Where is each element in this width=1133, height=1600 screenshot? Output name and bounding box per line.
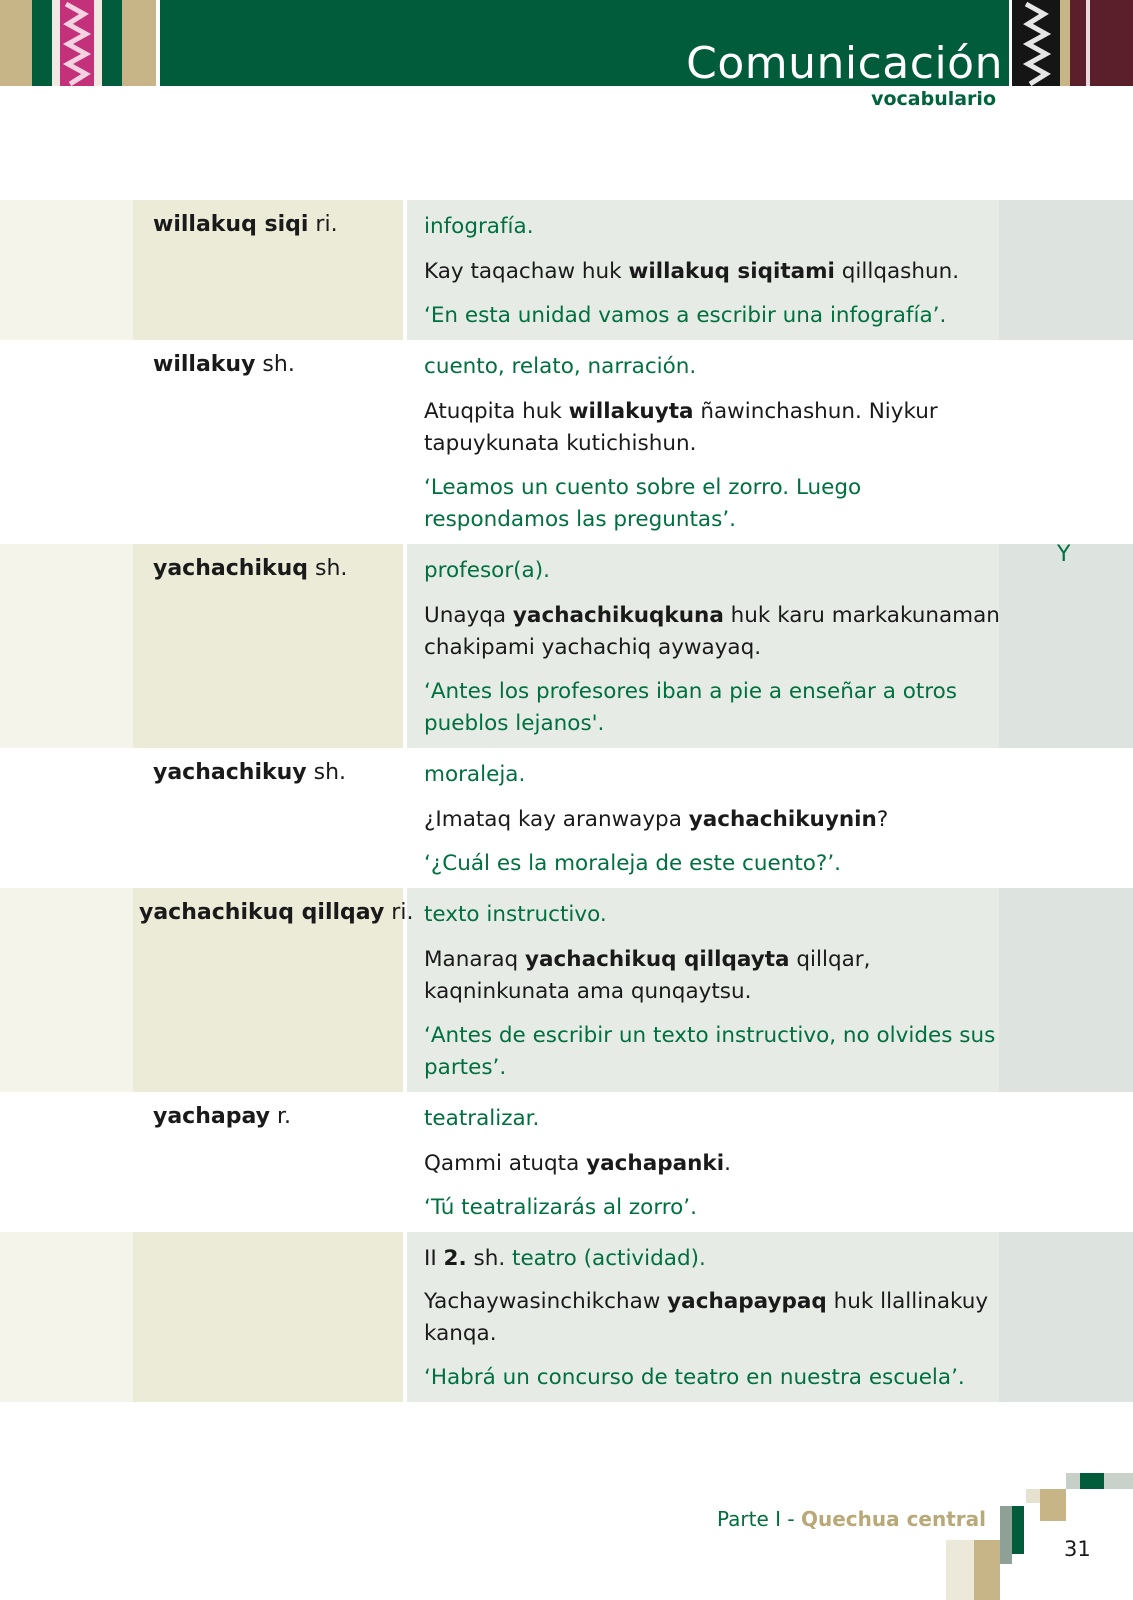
vocab-entry (0, 888, 1133, 1092)
vocabulary-table (0, 200, 1133, 1402)
vocab-entry (0, 544, 1133, 748)
entry-example: Qammi atuqta yachapanki. (424, 1151, 731, 1176)
header-band-light (52, 0, 60, 86)
page-header (0, 0, 1133, 110)
entry-term: yachachikuq sh. (153, 556, 348, 581)
header-band-green (32, 0, 52, 86)
entry-translation: ‘Antes los profesores iban a pie a enseñar a otros pueblos lejanos'. (424, 679, 958, 736)
header-band-maroon (1070, 0, 1086, 86)
header-band-tan-3 (1060, 0, 1070, 86)
entry-body (424, 748, 1004, 888)
footer-block (1040, 1489, 1066, 1521)
header-band-tan-2 (122, 0, 156, 86)
header-band-tan (0, 0, 32, 86)
entry-example: Atuqpita huk willakuyta ñawinchashun. Niykur tapuykunata kutichishun. (424, 399, 938, 456)
entry-translation: ‘Leamos un cuento sobre el zorro. Luego respondamos las preguntas’. (424, 475, 862, 532)
entry-term: yachachikuy sh. (153, 760, 347, 785)
entry-gloss: cuento, relato, narración. (424, 354, 697, 379)
entry-translation: ‘¿Cuál es la moraleja de este cuento?’. (424, 851, 842, 876)
entry-body (424, 888, 1004, 1092)
footer-block (974, 1540, 1000, 1600)
vocab-entry (0, 1232, 1133, 1402)
entry-gloss: infografía. (424, 214, 534, 239)
entry-term: willakuq siqi ri. (153, 212, 338, 237)
entry-example: Yachaywasinchikchaw yachapaypaq huk llallinakuy kanqa. (424, 1289, 989, 1346)
entry-gloss: profesor(a). (424, 558, 550, 583)
entry-example: Kay taqachaw huk willakuq siqitami qillqashun. (424, 259, 960, 284)
footer-part-label: Parte I - Quechua central (716, 1507, 986, 1531)
entry-body (424, 1232, 1004, 1402)
entry-body (424, 200, 1004, 340)
vocab-entry (0, 1092, 1133, 1232)
footer-block (1080, 1473, 1104, 1489)
entry-translation: ‘Antes de escribir un texto instructivo, no olvides sus partes’. (424, 1023, 996, 1080)
entry-body (424, 544, 1004, 748)
footer-block (1000, 1506, 1012, 1564)
header-band-maroon-2 (1090, 0, 1133, 86)
vocab-entry (0, 340, 1133, 544)
footer-block (946, 1540, 974, 1600)
header-pattern-magenta (60, 0, 94, 86)
footer-block (1026, 1489, 1040, 1503)
entry-gloss: teatralizar. (424, 1106, 540, 1131)
vocab-entry (0, 748, 1133, 888)
entry-translation: ‘Habrá un concurso de teatro en nuestra escuela’. (424, 1365, 965, 1390)
page-number: 31 (1064, 1537, 1091, 1561)
section-title: Comunicación (686, 38, 1003, 89)
entry-term: willakuy sh. (153, 352, 295, 377)
entry-example: ¿Imataq kay aranwaypa yachachikuynin? (424, 807, 889, 832)
header-band-light-2 (94, 0, 102, 86)
section-subtitle: vocabulario (871, 88, 996, 110)
entry-body (424, 1092, 1004, 1232)
vocab-entry (0, 200, 1133, 340)
section-letter: Y (1057, 542, 1071, 567)
entry-body (424, 340, 1004, 544)
entry-term: yachapay r. (153, 1104, 292, 1129)
footer-block (1104, 1473, 1133, 1489)
entry-example: Manaraq yachachikuq qillqayta qillqar, kaqninkunata ama qunqaytsu. (424, 947, 871, 1004)
header-band-green-2 (102, 0, 122, 86)
entry-gloss: texto instructivo. (424, 902, 607, 927)
footer-block (1066, 1473, 1080, 1489)
entry-sense: II 2. sh. teatro (actividad). (424, 1246, 706, 1271)
header-pattern-black (1012, 0, 1060, 86)
footer-block (1012, 1506, 1024, 1554)
entry-term: yachachikuq qillqay ri. (139, 900, 414, 925)
entry-translation: ‘Tú teatralizarás al zorro’. (424, 1195, 697, 1220)
entry-translation: ‘En esta unidad vamos a escribir una infografía’. (424, 303, 947, 328)
entry-example: Unayqa yachachikuqkuna huk karu markakunaman chakipami yachachiq aywayaq. (424, 603, 1000, 660)
entry-gloss: moraleja. (424, 762, 526, 787)
